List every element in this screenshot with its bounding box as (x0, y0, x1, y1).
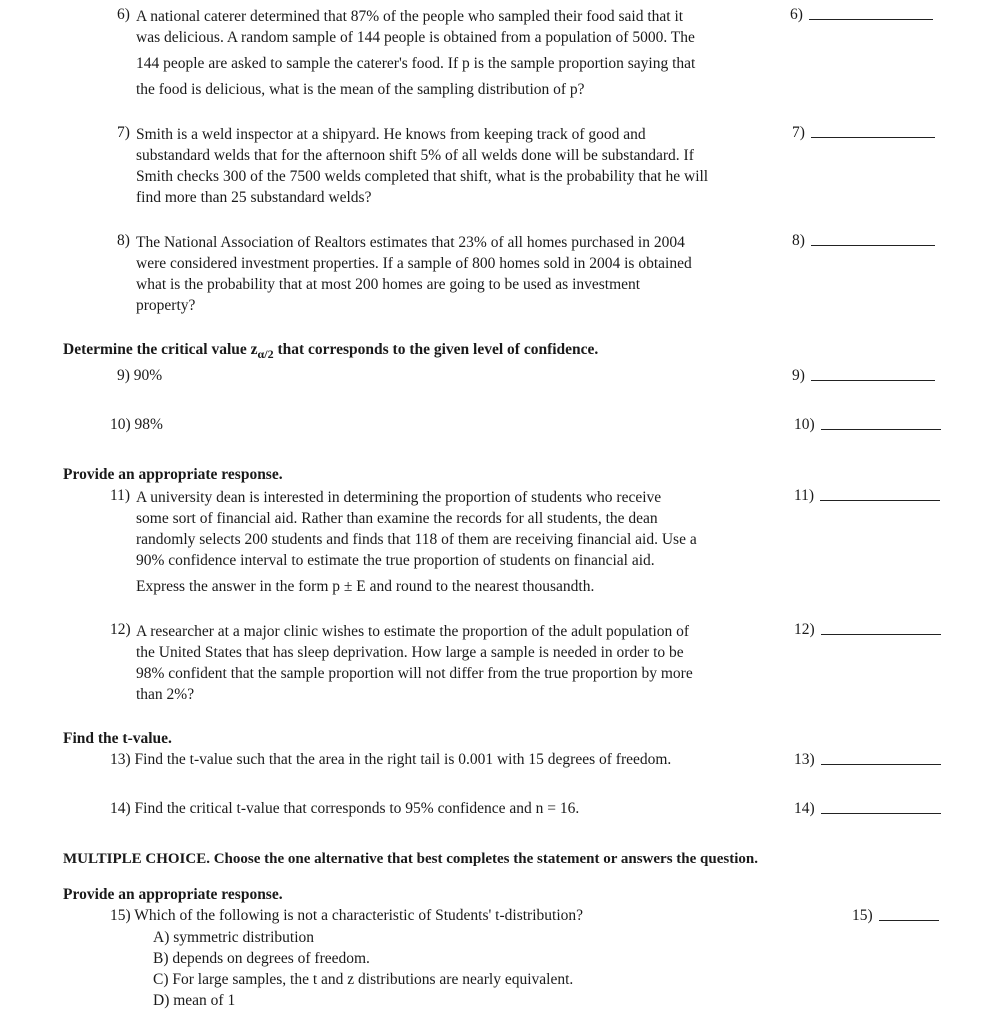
q7-line: Smith is a weld inspector at a shipyard. He knows from keeping track of good and (136, 126, 646, 143)
q8-line: were considered investment properties. If a sample of 800 homes sold in 2004 is obtained (136, 255, 692, 272)
q13-answer-blank[interactable] (794, 751, 941, 769)
q11-number: 11) (110, 487, 131, 504)
q6-answer-blank[interactable] (790, 6, 933, 24)
q9-text: 9) 90% (117, 367, 163, 384)
answer-line[interactable] (811, 137, 935, 138)
q12-line: the United States that has sleep deprivation. How large a sample is needed in order to be (136, 644, 684, 661)
section-heading-text: that corresponds to the given level of confidence. (273, 341, 599, 358)
q6-number: 6) (117, 6, 130, 23)
q14-answer-label: 14) (794, 800, 815, 817)
q8-answer-label: 8) (792, 232, 805, 249)
q10-answer-label: 10) (794, 416, 815, 433)
q12-line: A researcher at a major clinic wishes to estimate the proportion of the adult population of (136, 623, 690, 640)
option-d[interactable]: D) mean of 1 (153, 992, 236, 1009)
q9-answer-label: 9) (792, 367, 805, 384)
section-heading-critical-value (63, 341, 598, 362)
q11-line: randomly selects 200 students and finds that 118 of them are receiving financial aid. Use a (136, 531, 697, 548)
q11-line: 90% confidence interval to estimate the true proportion of students on financial aid. (136, 552, 655, 569)
q11-line: A university dean is interested in determining the proportion of students who receive (136, 489, 662, 506)
q7-text (136, 124, 708, 208)
q10-text: 10) 98% (110, 416, 163, 433)
q7-answer-label: 7) (792, 124, 805, 141)
section-heading-t-value: Find the t-value. (63, 730, 172, 747)
option-b[interactable]: B) depends on degrees of freedom. (153, 950, 370, 967)
answer-line[interactable] (821, 634, 941, 635)
q11-line: Express the answer in the form p ± E and round to the nearest thousandth. (136, 578, 595, 595)
option-a[interactable]: A) symmetric distribution (153, 929, 315, 946)
q8-answer-blank[interactable] (792, 232, 935, 250)
q11-answer-label: 11) (794, 487, 815, 504)
q6-text (136, 6, 695, 100)
q9-answer-blank[interactable] (792, 367, 935, 385)
answer-line[interactable] (821, 764, 941, 765)
answer-line[interactable] (809, 19, 933, 20)
section-heading-text: Determine the critical value z (63, 341, 258, 358)
option-c[interactable]: C) For large samples, the t and z distributions are nearly equivalent. (153, 971, 574, 988)
q11-text (136, 487, 697, 597)
answer-line[interactable] (821, 813, 941, 814)
q8-line: property? (136, 297, 196, 314)
q7-line: substandard welds that for the afternoon shift 5% of all welds done will be substandard. If (136, 147, 694, 164)
q12-line: 98% confident that the sample proportion will not differ from the true proportion by more (136, 665, 693, 682)
section-heading-multiple-choice: MULTIPLE CHOICE. Choose the one alternative that best completes the statement or answers the question. (63, 851, 758, 867)
q14-text: 14) Find the critical t-value that corresponds to 95% confidence and n = 16. (110, 800, 580, 817)
q13-text: 13) Find the t-value such that the area in the right tail is 0.001 with 15 degrees of freedom. (110, 751, 672, 768)
q8-line: The National Association of Realtors estimates that 23% of all homes purchased in 2004 (136, 234, 685, 251)
q15-options (153, 927, 573, 1011)
q12-answer-label: 12) (794, 621, 815, 638)
q7-answer-blank[interactable] (792, 124, 935, 142)
answer-line[interactable] (821, 429, 941, 430)
section-heading-subscript: α/2 (257, 347, 274, 362)
answer-line[interactable] (820, 500, 940, 501)
q10-answer-blank[interactable] (794, 416, 941, 434)
q15-text: 15) Which of the following is not a characteristic of Students' t-distribution? (110, 907, 583, 924)
q8-line: what is the probability that at most 200 homes are going to be used as investment (136, 276, 641, 293)
q12-answer-blank[interactable] (794, 621, 941, 639)
q13-answer-label: 13) (794, 751, 815, 768)
section-heading-response-2: Provide an appropriate response. (63, 886, 283, 903)
answer-line[interactable] (811, 380, 935, 381)
answer-line[interactable] (811, 245, 935, 246)
q12-text (136, 621, 693, 705)
answer-line[interactable] (879, 920, 939, 921)
q12-line: than 2%? (136, 686, 195, 703)
q8-number: 8) (117, 232, 130, 249)
q6-line: 144 people are asked to sample the caterer's food. If p is the sample proportion saying that (136, 55, 696, 72)
q14-answer-blank[interactable] (794, 800, 941, 818)
q6-line: A national caterer determined that 87% of the people who sampled their food said that it (136, 8, 684, 25)
q15-answer-label: 15) (852, 907, 873, 924)
q7-line: find more than 25 substandard welds? (136, 189, 372, 206)
q7-number: 7) (117, 124, 130, 141)
q6-answer-label: 6) (790, 6, 803, 23)
q6-line: the food is delicious, what is the mean of the sampling distribution of p? (136, 81, 585, 98)
q8-text (136, 232, 692, 316)
section-heading-response: Provide an appropriate response. (63, 466, 283, 483)
q12-number: 12) (110, 621, 131, 638)
q15-answer-blank[interactable] (852, 907, 939, 925)
q6-line: was delicious. A random sample of 144 people is obtained from a population of 5000. The (136, 29, 695, 46)
q11-line: some sort of financial aid. Rather than examine the records for all students, the dean (136, 510, 658, 527)
q11-answer-blank[interactable] (794, 487, 940, 505)
q7-line: Smith checks 300 of the 7500 welds completed that shift, what is the probability that he will (136, 168, 709, 185)
